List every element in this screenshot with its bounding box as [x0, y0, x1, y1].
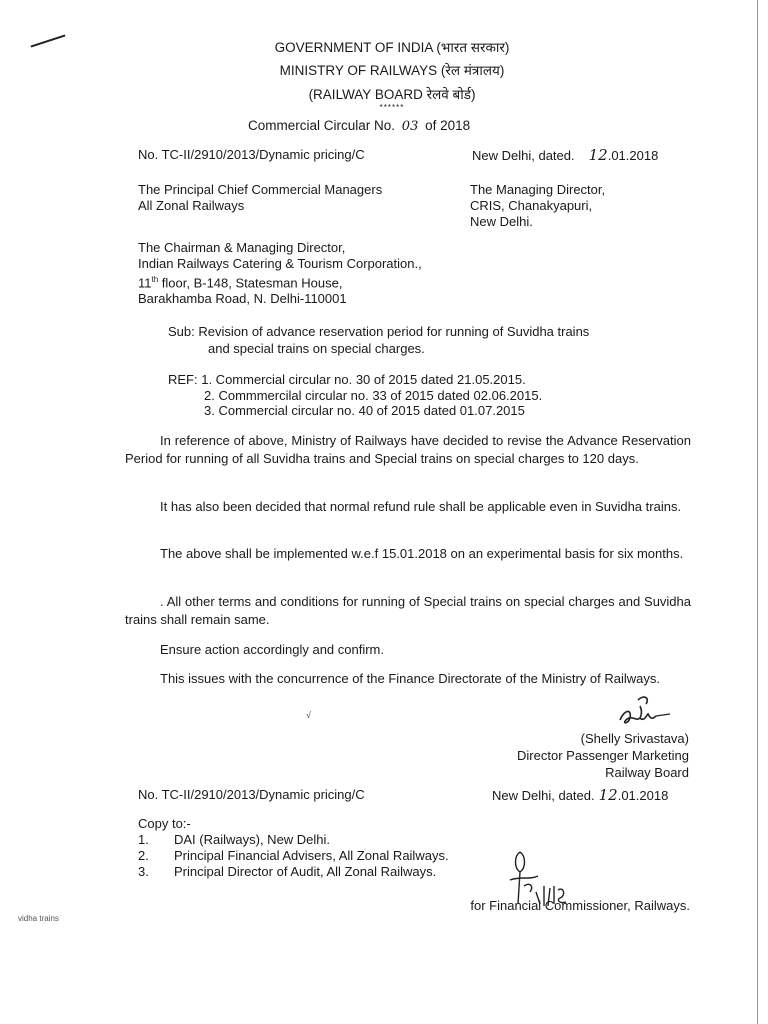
circular-number	[248, 118, 470, 134]
paragraph: . All other terms and conditions for running of Special trains on special charges and Suvidha trains shall remain same.	[125, 594, 691, 627]
signatory-office: Railway Board	[605, 765, 689, 780]
dated-day-handwritten: 12	[598, 786, 618, 804]
dated-day-handwritten: 12	[588, 146, 608, 164]
paragraph: This issues with the concurrence of the Finance Directorate of the Ministry of Railways.	[160, 671, 660, 686]
reference-item: 3. Commercial circular no. 40 of 2015 dated 01.07.2015	[204, 403, 525, 418]
list-item: 1. DAI (Railways), New Delhi.	[138, 832, 331, 847]
circular-number-handwritten: 03	[401, 119, 419, 134]
list-item: 3. Principal Director of Audit, All Zonal Railways.	[138, 864, 437, 879]
dated-rest: .01.2018	[617, 788, 669, 803]
subject	[168, 323, 688, 357]
scan-edge-line	[757, 0, 758, 1024]
dated-label: New Delhi, dated.	[492, 788, 595, 803]
addressee-line: The Principal Chief Commercial Managers	[138, 182, 383, 197]
circular-prefix: Commercial Circular No.	[248, 118, 396, 133]
dated-rest: .01.2018	[607, 148, 659, 163]
addressee-irctc	[138, 240, 422, 307]
date-line-2	[492, 787, 668, 804]
addressee-line: New Delhi.	[470, 214, 533, 229]
paragraph: In reference of above, Ministry of Railways have decided to revise the Advance Reservation Period for running of all Suvidha trains and Special trains on special charges to 120 days.	[125, 433, 691, 466]
tick-mark: √	[306, 710, 311, 720]
copy-to	[138, 816, 449, 880]
addressee-line: Barakhamba Road, N. Delhi-110001	[138, 291, 347, 307]
list-item: 2. Principal Financial Advisers, All Zonal Railways.	[138, 848, 449, 863]
references	[168, 372, 542, 419]
addressee-line: 11th floor, B-148, Statesman House,	[138, 275, 343, 291]
addressee-line: The Managing Director,	[470, 182, 606, 197]
date-line	[472, 147, 658, 164]
reference-number: No. TC-II/2910/2013/Dynamic pricing/C	[138, 147, 365, 162]
addressee-line: The Chairman & Managing Director,	[138, 240, 346, 255]
footer-tag: vidha trains	[18, 914, 59, 923]
subject-line: Sub: Revision of advance reservation period for running of Suvidha trains	[168, 324, 590, 339]
addressee-cris	[470, 182, 605, 230]
addressee-line: CRIS, Chanakyapuri,	[470, 198, 593, 213]
subject-line: and special trains on special charges.	[208, 341, 425, 356]
reference-number-2: No. TC-II/2910/2013/Dynamic pricing/C	[138, 787, 365, 802]
signature-icon	[612, 692, 692, 732]
header-ministry: MINISTRY OF RAILWAYS (रेल मंत्रालय)	[279, 63, 505, 78]
signatory-block	[517, 730, 689, 781]
signatory-name: (Shelly Srivastava)	[580, 731, 689, 746]
header-board: (RAILWAY BOARD रेलवे बोर्ड)	[308, 87, 476, 102]
dated-label: New Delhi, dated.	[472, 148, 575, 163]
addressee-pccm	[138, 182, 382, 214]
copy-label: Copy to:-	[138, 816, 191, 831]
header-government: GOVERNMENT OF INDIA (भारत सरकार)	[274, 40, 510, 55]
reference-item: REF: 1. Commercial circular no. 30 of 2015 dated 21.05.2015.	[168, 372, 526, 387]
paragraph: The above shall be implemented w.e.f 15.01.2018 on an experimental basis for six months.	[160, 546, 684, 561]
for-financial-commissioner: for Financial Commissioner, Railways.	[470, 898, 690, 913]
addressee-line: Indian Railways Catering & Tourism Corporation.,	[138, 256, 422, 271]
reference-item: 2. Commmercilal circular no. 33 of 2015 dated 02.06.2015.	[204, 387, 543, 403]
paragraph: It has also been decided that normal refund rule shall be applicable even in Suvidha trains.	[160, 499, 682, 514]
addressee-line: All Zonal Railways	[138, 198, 245, 213]
signatory-designation: Director Passenger Marketing	[517, 748, 689, 763]
header-stars: ******	[379, 103, 405, 112]
circular-suffix: of 2018	[425, 118, 471, 133]
paragraph: Ensure action accordingly and confirm.	[160, 642, 385, 657]
